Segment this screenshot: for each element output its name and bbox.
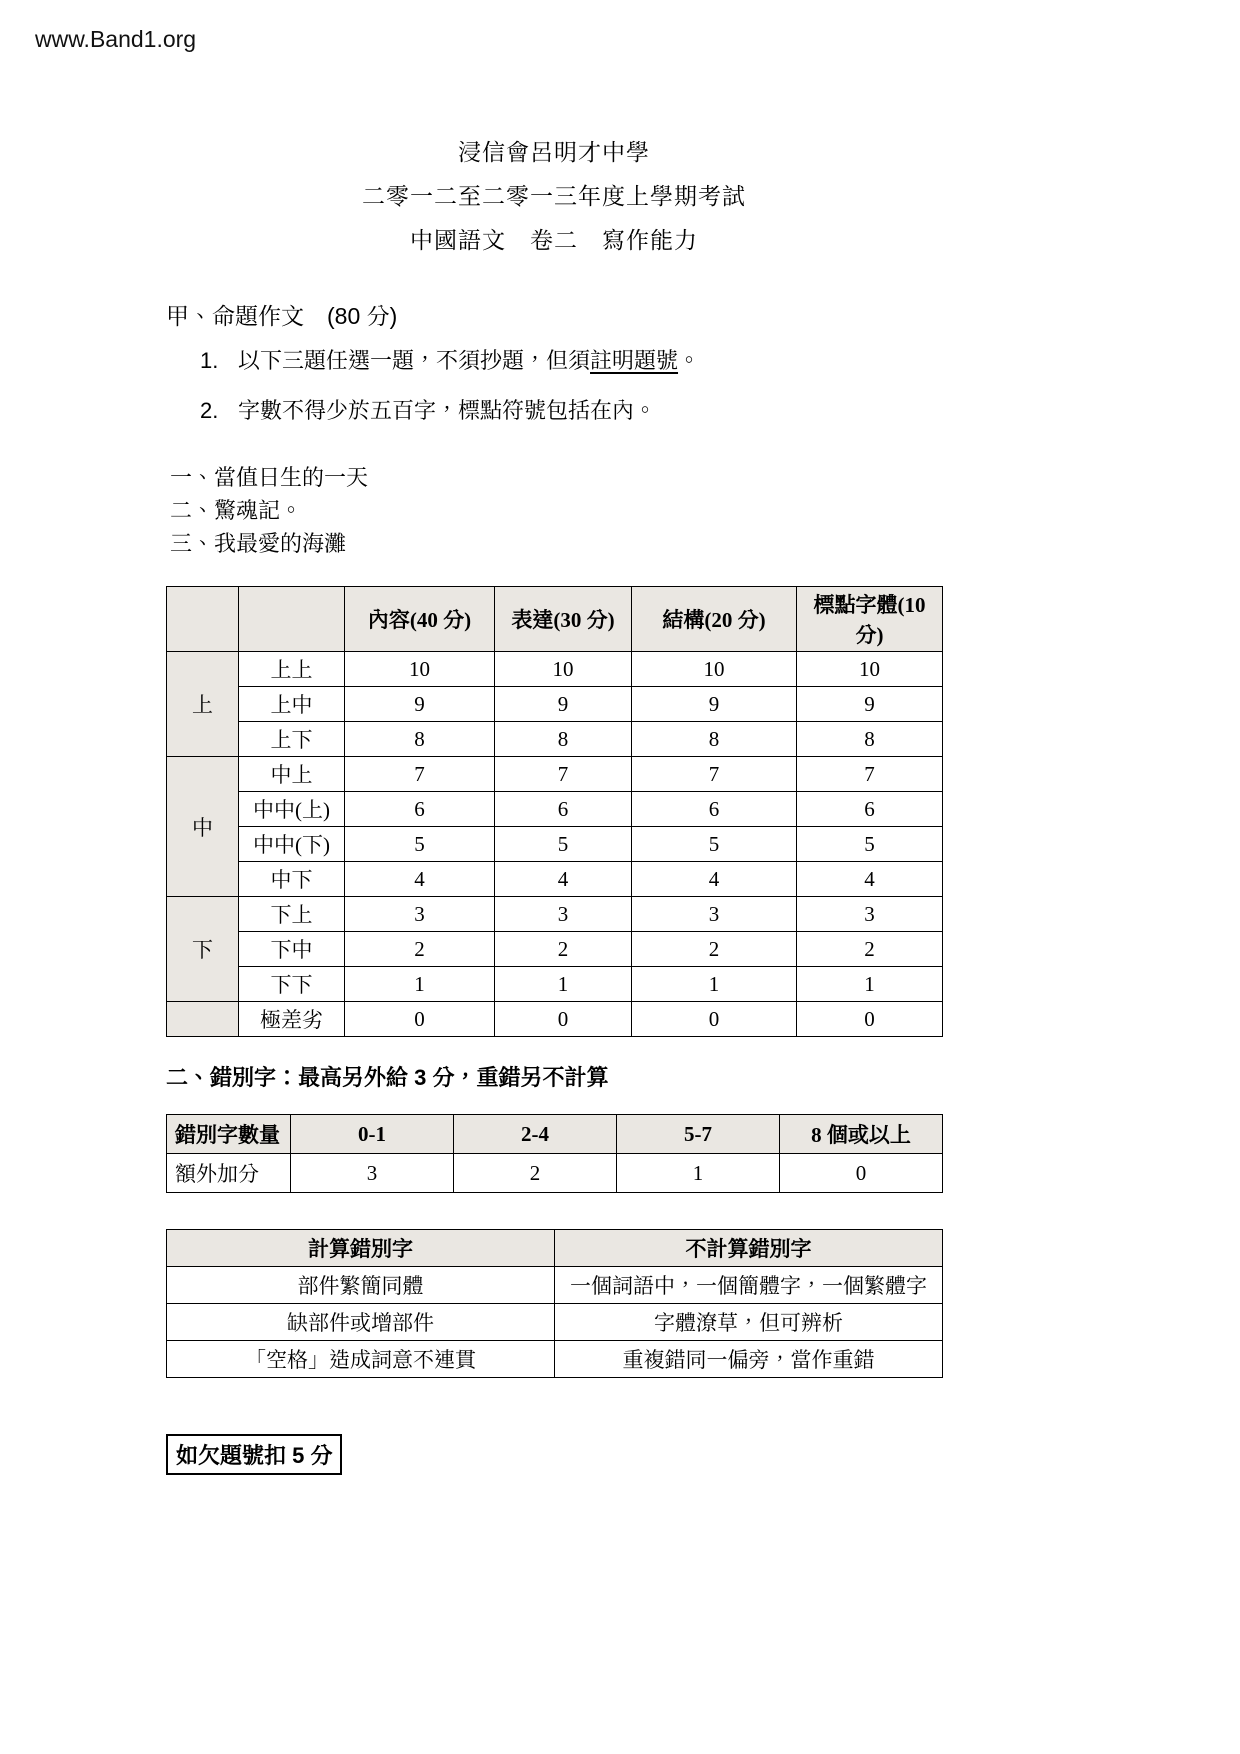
group-cell-empty	[167, 1002, 239, 1037]
not-counted-rule-cell: 一個詞語中，一個簡體字，一個繁體字	[555, 1267, 943, 1304]
score-cell: 7	[632, 757, 797, 792]
score-cell: 4	[345, 862, 495, 897]
grading-row	[167, 652, 943, 687]
missing-number-penalty-note: 如欠題號扣 5 分	[166, 1434, 342, 1475]
instruction-2-number: 2.	[200, 398, 219, 423]
typo-header-row	[167, 1115, 943, 1154]
empty-header-cell	[239, 587, 345, 652]
score-cell: 5	[495, 827, 632, 862]
not-counted-rule-cell: 字體潦草，但可辨析	[555, 1304, 943, 1341]
grade-label-cell: 上下	[239, 722, 345, 757]
section-b-heading: 二、錯別字：最高另外給 3 分，重錯另不計算	[166, 1065, 609, 1090]
score-cell: 1	[632, 967, 797, 1002]
score-cell: 8	[495, 722, 632, 757]
score-cell: 6	[345, 792, 495, 827]
score-cell: 5	[345, 827, 495, 862]
empty-header-cell	[167, 587, 239, 652]
score-cell: 2	[632, 932, 797, 967]
score-cell: 8	[345, 722, 495, 757]
instruction-1-text	[238, 341, 700, 381]
instruction-1-text-post: 。	[678, 348, 701, 373]
score-cell: 7	[797, 757, 943, 792]
score-cell: 2	[797, 932, 943, 967]
score-cell: 3	[495, 897, 632, 932]
grade-label-cell: 下上	[239, 897, 345, 932]
grade-label-cell: 下下	[239, 967, 345, 1002]
counted-header: 計算錯別字	[167, 1230, 555, 1267]
section-a-heading: 甲、命題作文 (80 分)	[166, 303, 398, 329]
grading-row	[167, 1002, 943, 1037]
score-cell: 6	[495, 792, 632, 827]
score-cell: 10	[632, 652, 797, 687]
score-cell: 8	[797, 722, 943, 757]
score-cell: 6	[797, 792, 943, 827]
typo-range-header: 5-7	[617, 1115, 780, 1154]
grading-row	[167, 792, 943, 827]
grade-label-cell: 中下	[239, 862, 345, 897]
score-cell: 9	[495, 687, 632, 722]
grading-row	[167, 687, 943, 722]
counted-rule-cell: 部件繁簡同體	[167, 1267, 555, 1304]
grade-label-cell: 上中	[239, 687, 345, 722]
bonus-label-cell: 額外加分	[167, 1154, 291, 1193]
counted-rule-cell: 「空格」造成詞意不連貫	[167, 1341, 555, 1378]
bonus-value-cell: 0	[780, 1154, 943, 1193]
typo-counting-rules-table	[166, 1229, 943, 1378]
typo-range-header: 8 個或以上	[780, 1115, 943, 1154]
score-cell: 4	[495, 862, 632, 897]
column-header-expression: 表達(30 分)	[495, 587, 632, 652]
score-cell: 0	[495, 1002, 632, 1037]
score-cell: 3	[632, 897, 797, 932]
score-cell: 10	[797, 652, 943, 687]
grade-label-cell: 下中	[239, 932, 345, 967]
school-name: 浸信會呂明才中學	[458, 139, 650, 165]
score-cell: 10	[495, 652, 632, 687]
column-header-content: 內容(40 分)	[345, 587, 495, 652]
grading-row	[167, 862, 943, 897]
subject-line: 中國語文 卷二 寫作能力	[410, 227, 698, 253]
instruction-2	[200, 391, 942, 431]
score-cell: 1	[495, 967, 632, 1002]
title-block	[166, 0, 942, 262]
grading-row	[167, 897, 943, 932]
typo-count-header: 錯別字數量	[167, 1115, 291, 1154]
grading-header-row	[167, 587, 943, 652]
score-cell: 1	[797, 967, 943, 1002]
grade-label-cell: 上上	[239, 652, 345, 687]
score-cell: 1	[345, 967, 495, 1002]
score-cell: 9	[345, 687, 495, 722]
score-cell: 7	[495, 757, 632, 792]
score-cell: 6	[632, 792, 797, 827]
group-cell-upper: 上	[167, 652, 239, 757]
rules-row	[167, 1341, 943, 1378]
grading-scheme-table	[166, 586, 943, 1037]
grade-label-cell: 中中(下)	[239, 827, 345, 862]
bonus-value-cell: 2	[454, 1154, 617, 1193]
typo-bonus-row	[167, 1154, 943, 1193]
score-cell: 3	[797, 897, 943, 932]
grading-row	[167, 967, 943, 1002]
instruction-2-text: 字數不得少於五百字，標點符號包括在內。	[238, 398, 657, 423]
exam-year-line: 二零一二至二零一三年度上學期考試	[362, 183, 746, 209]
grade-label-cell: 中中(上)	[239, 792, 345, 827]
instruction-1	[200, 341, 942, 381]
grade-label-cell: 極差劣	[239, 1002, 345, 1037]
grading-row	[167, 827, 943, 862]
score-cell: 4	[632, 862, 797, 897]
typo-range-header: 0-1	[291, 1115, 454, 1154]
score-cell: 5	[632, 827, 797, 862]
not-counted-header: 不計算錯別字	[555, 1230, 943, 1267]
score-cell: 10	[345, 652, 495, 687]
typo-bonus-table	[166, 1114, 943, 1193]
grading-row	[167, 757, 943, 792]
site-watermark: www.Band1.org	[35, 26, 197, 52]
bonus-value-cell: 1	[617, 1154, 780, 1193]
group-cell-middle: 中	[167, 757, 239, 897]
score-cell: 3	[345, 897, 495, 932]
rules-row	[167, 1267, 943, 1304]
score-cell: 0	[797, 1002, 943, 1037]
topic-list	[170, 461, 942, 560]
page-content	[166, 0, 942, 1475]
score-cell: 4	[797, 862, 943, 897]
score-cell: 2	[495, 932, 632, 967]
instruction-1-number: 1.	[200, 348, 219, 373]
score-cell: 5	[797, 827, 943, 862]
topic-3: 三、我最愛的海灘	[170, 531, 347, 556]
bonus-value-cell: 3	[291, 1154, 454, 1193]
column-header-structure: 結構(20 分)	[632, 587, 797, 652]
not-counted-rule-cell: 重複錯同一偏旁，當作重錯	[555, 1341, 943, 1378]
instruction-1-underlined-phrase: 註明題號	[590, 348, 679, 373]
counted-rule-cell: 缺部件或增部件	[167, 1304, 555, 1341]
score-cell: 0	[345, 1002, 495, 1037]
grade-label-cell: 中上	[239, 757, 345, 792]
rules-header-row	[167, 1230, 943, 1267]
topic-2: 二、驚魂記。	[170, 498, 303, 523]
score-cell: 9	[632, 687, 797, 722]
score-cell: 7	[345, 757, 495, 792]
grading-row	[167, 932, 943, 967]
group-cell-lower: 下	[167, 897, 239, 1002]
score-cell: 2	[345, 932, 495, 967]
typo-range-header: 2-4	[454, 1115, 617, 1154]
grading-row	[167, 722, 943, 757]
score-cell: 0	[632, 1002, 797, 1037]
rules-row	[167, 1304, 943, 1341]
instruction-1-text-pre: 以下三題任選一題，不須抄題，但須	[238, 348, 591, 373]
score-cell: 9	[797, 687, 943, 722]
score-cell: 8	[632, 722, 797, 757]
column-header-punctuation: 標點字體(10 分)	[797, 587, 943, 652]
topic-1: 一、當值日生的一天	[170, 465, 369, 490]
